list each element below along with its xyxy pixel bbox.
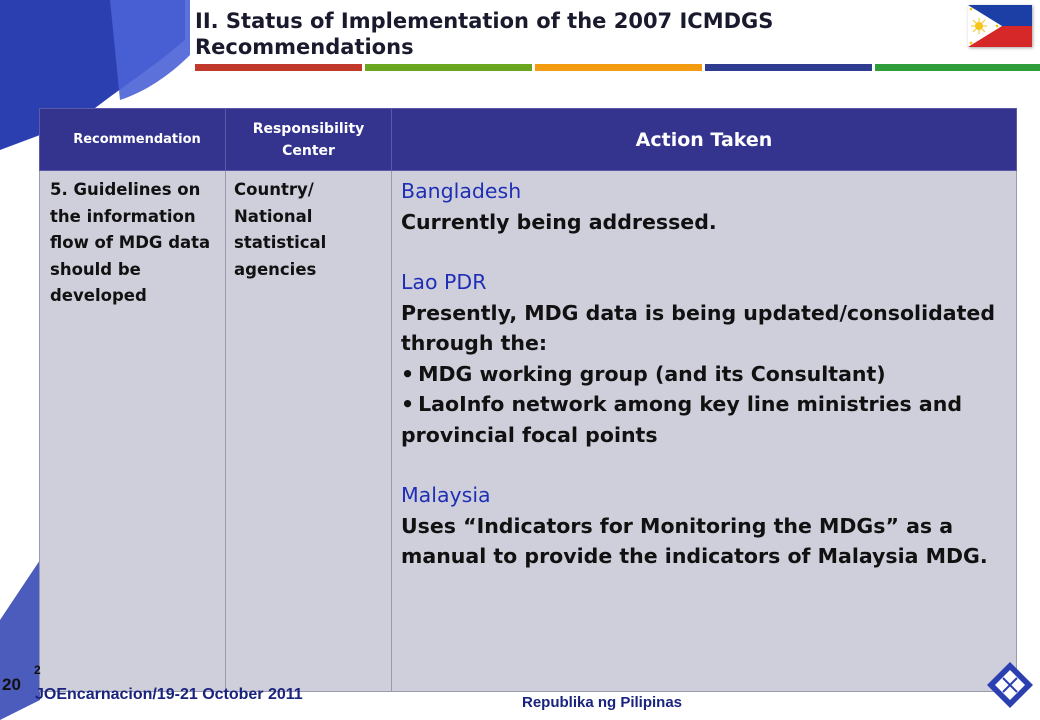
page-number: 20 — [2, 675, 21, 694]
header-responsibility-center: Responsibility Center — [226, 109, 392, 171]
footer-country-label: Republika ng Pilipinas — [522, 694, 683, 711]
country-lao-pdr: Lao PDR — [401, 270, 487, 294]
lao-bullet-2: • LaoInfo network among key line ministries and provincial focal points — [401, 389, 1008, 450]
table-header-row — [40, 109, 1017, 171]
country-bangladesh: Bangladesh — [401, 179, 522, 203]
spacer — [401, 450, 1008, 480]
header-action-taken: Action Taken — [392, 109, 1017, 171]
lao-action-text: Presently, MDG data is being updated/consolidated through the: — [401, 300, 995, 355]
philippine-flag-icon — [968, 5, 1032, 47]
color-bar-segment-orange — [535, 64, 702, 71]
footer-author-date: JOEncarnacion/19-21 October 2011 — [35, 686, 303, 703]
table-row — [40, 171, 1017, 692]
color-bar-segment-darkgreen — [875, 64, 1040, 71]
cell-action-taken — [392, 171, 1017, 692]
color-bar-segment-green — [365, 64, 532, 71]
header-recommendation: Recommendation — [40, 109, 226, 171]
cell-responsibility-center: Country/ National statistical agencies — [226, 171, 392, 692]
nscb-logo-icon — [985, 660, 1035, 710]
lao-bullet-1: • MDG working group (and its Consultant) — [401, 359, 1008, 390]
page-superscript: 2 — [34, 663, 41, 677]
recommendations-table — [39, 108, 1017, 692]
color-bar-segment-red — [195, 64, 362, 71]
malaysia-action-text: Uses “Indicators for Monitoring the MDGs” as a manual to provide the indicators of Malaysia MDG. — [401, 513, 988, 568]
slide-title: II. Status of Implementation of the 2007 ICMDGS Recommendations — [195, 9, 774, 59]
color-bar-segment-navy — [705, 64, 872, 71]
spacer — [401, 237, 1008, 267]
bangladesh-action-text: Currently being addressed. — [401, 209, 717, 234]
country-malaysia: Malaysia — [401, 483, 491, 507]
title-color-bar — [195, 64, 1040, 71]
cell-recommendation: 5. Guidelines on the information flow of MDG data should be developed — [40, 171, 226, 692]
